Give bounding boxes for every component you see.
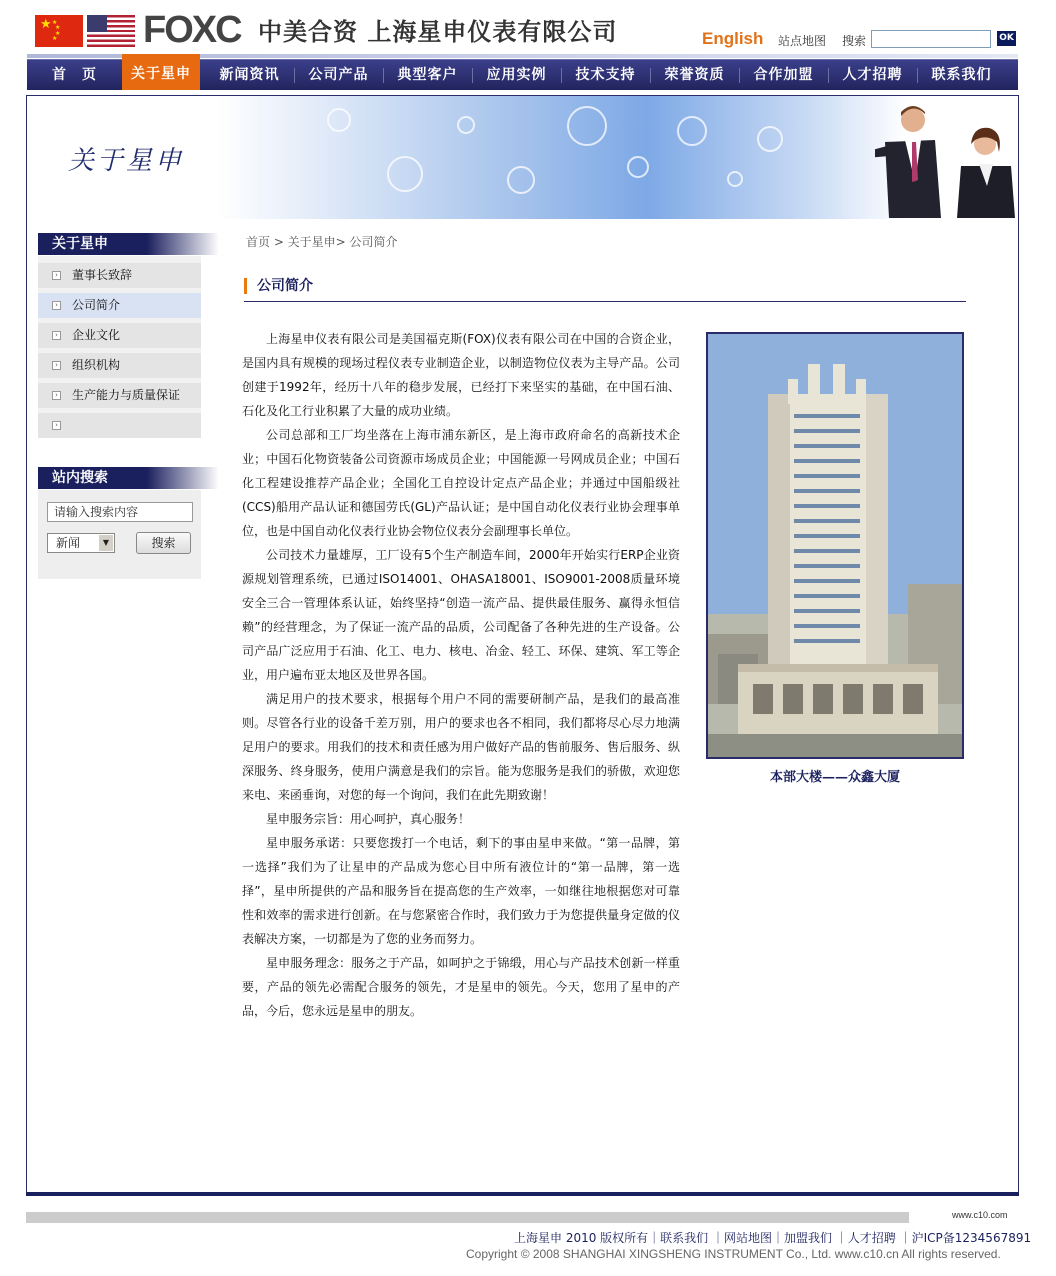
sidebar-item-organization[interactable] — [38, 353, 201, 378]
footer-url: www.c10.com — [952, 1210, 1008, 1220]
article-paragraph: 星申服务承诺：只要您拨打一个电话，剩下的事由星申来做。“第一品牌，第一选择”我们为了让星申的产品成为您心目中所有液位计的“第一品牌，第一选择”，星申所提供的产品和服务旨在提高您的生产效率，一如继往地根据您对可靠性和效率的需求进行创新。在与您紧密合作时，我们致力于为您提供量身定做的仪表解决方案，一切都是为了您的业务而努力。 — [242, 836, 680, 946]
sidebar-search-input[interactable]: 请输入搜索内容 — [47, 502, 193, 522]
sidebar-item-culture[interactable] — [38, 323, 201, 348]
article-body — [242, 327, 680, 1023]
top-search-input[interactable] — [871, 30, 991, 48]
photo-caption: 本部大楼——众鑫大厦 — [769, 770, 900, 785]
footer-bar — [26, 1192, 1019, 1196]
sidebar-item-label: 生产能力与质量保证 — [72, 388, 181, 402]
nav-partners[interactable]: 合作加盟 — [753, 67, 814, 83]
sidebar-item-capacity[interactable] — [38, 383, 201, 408]
nav-news[interactable]: 新闻资讯 — [219, 67, 280, 83]
company-name: 中美合资 上海星申仪表有限公司 — [258, 18, 618, 46]
breadcrumb: 首页 > 关于星申> 公司简介 — [246, 235, 398, 249]
us-flag-icon — [87, 15, 135, 47]
sidebar-search-heading: 站内搜索 — [38, 467, 219, 489]
logo-text: FOXC — [143, 9, 241, 51]
arrow-right-icon: › — [52, 391, 61, 400]
main-nav — [27, 59, 1018, 90]
english-link[interactable]: English — [702, 29, 764, 48]
businesswoman-image — [953, 122, 1015, 218]
headquarters-building-photo — [706, 332, 964, 759]
search-scope-select[interactable] — [47, 533, 115, 553]
nav-jobs[interactable]: 人才招聘 — [842, 67, 903, 83]
sidebar-about-heading: 关于星申 — [38, 233, 219, 255]
nav-cases[interactable]: 应用实例 — [486, 67, 547, 83]
nav-about[interactable]: 关于星申 — [122, 54, 200, 90]
sidebar-item-label: 组织机构 — [72, 358, 121, 372]
arrow-right-icon: › — [52, 421, 61, 430]
arrow-right-icon: › — [52, 301, 61, 310]
sidebar-item-label: 董事长致辞 — [72, 268, 133, 282]
arrow-right-icon: › — [52, 271, 61, 280]
article-paragraph: 星申服务宗旨：用心呵护，真心服务！ — [266, 812, 471, 826]
article-paragraph: 公司总部和工厂均坐落在上海市浦东新区，是上海市政府命名的高新技术企业；中国石化物资装备公司资源市场成员企业；中国能源一号网成员企业；中国石化工程建设推荐产品企业；全国化工自控设计定点产品企业；并通过中国船级社(CCS)船用产品认证和德国劳氏(GL)产品认证；是中国自动化仪表行业协会理事单位，也是中国自动化仪表行业协会物位仪表分会副理事长单位。 — [242, 428, 680, 538]
banner-title: 关于星申 — [68, 146, 185, 176]
article-paragraph: 满足用户的技术要求，根据每个用户不同的需要研制产品，是我们的最高准则。尽管各行业的设备千差万别，用户的要求也各不相同，我们都将尽心尽力地满足用户的要求。用我们的技术和责任感为用户做好产品的售前服务、售后服务、纵深服务、终身服务，使用户满意是我们的宗旨。能为您服务是我们的骄傲，欢迎您来电、来函垂询，对您的每一个询问，我们在此先期致谢！ — [242, 692, 680, 802]
footer-links[interactable]: 上海星申 2010 版权所有｜联系我们 ｜网站地图｜加盟我们 ｜人才招聘 ｜沪ICP备1234567891 — [514, 1231, 1032, 1245]
nav-home[interactable]: 首 页 — [52, 67, 97, 83]
footer-grey-strip — [26, 1212, 909, 1223]
chevron-down-icon[interactable]: ▼ — [99, 535, 113, 551]
search-scope-value: 新闻 — [56, 536, 81, 550]
article-paragraph: 公司技术力量雄厚，工厂设有5个生产制造车间，2000年开始实行ERP企业资源规划管理系统，已通过ISO14001、OHASA18001、ISO9001-2008质量环境安全三合一管理体系认证，始终坚持“创造一流产品、提供最佳服务、赢得永恒信赖”的经营理念，为了保证一流产品的品质，公司配备了各种先进的生产设备。公司产品广泛应用于石油、化工、电力、核电、冶金、轻工、环保、建筑、军工等企业，用户遍布亚太地区及世界各国。 — [242, 548, 680, 682]
nav-honors[interactable]: 荣誉资质 — [664, 67, 725, 83]
sidebar-item-chairman[interactable] — [38, 263, 201, 288]
arrow-right-icon: › — [52, 361, 61, 370]
title-divider — [244, 301, 966, 302]
nav-contact[interactable]: 联系我们 — [931, 67, 992, 83]
nav-support[interactable]: 技术支持 — [575, 67, 636, 83]
foxc-logo — [143, 10, 241, 50]
nav-clients[interactable]: 典型客户 — [397, 67, 458, 83]
article-paragraph: 星申服务理念：服务之于产品，如呵护之于锦缎，用心与产品技术创新一样重要，产品的领先必需配合服务的领先，才是星申的领先。今天，您用了星申的产品，今后，您永远是星申的朋友。 — [242, 956, 680, 1018]
sidebar-item-label: 公司简介 — [72, 298, 121, 312]
sidebar-item-label: 企业文化 — [72, 328, 121, 342]
sidebar-search-button[interactable]: 搜索 — [136, 532, 191, 554]
businessman-image — [875, 102, 945, 218]
article-paragraph: 上海星申仪表有限公司是美国福克斯(FOX)仪表有限公司在中国的合资企业，是国内具有规模的现场过程仪表专业制造企业，以制造物位仪表为主导产品。公司创建于1992年，经历十八年的稳步发展，已经打下来坚实的基础，在中国石油、石化及化工行业积累了大量的成功业绩。 — [242, 332, 680, 418]
sidebar-item-empty[interactable] — [38, 413, 201, 438]
page-title: 公司简介 — [244, 278, 313, 294]
ok-button[interactable]: OK — [997, 31, 1016, 46]
search-label: 搜索 — [842, 34, 867, 48]
china-flag-icon: ★ ★ ★ ★ ★ — [35, 15, 83, 47]
nav-products[interactable]: 公司产品 — [308, 67, 369, 83]
arrow-right-icon: › — [52, 331, 61, 340]
copyright: Copyright © 2008 SHANGHAI XINGSHENG INSTRUMENT Co., Ltd. www.c10.cn All rights reserved. — [466, 1247, 1001, 1261]
sitemap-link[interactable]: 站点地图 — [778, 34, 827, 48]
sidebar-item-profile[interactable] — [38, 293, 201, 318]
